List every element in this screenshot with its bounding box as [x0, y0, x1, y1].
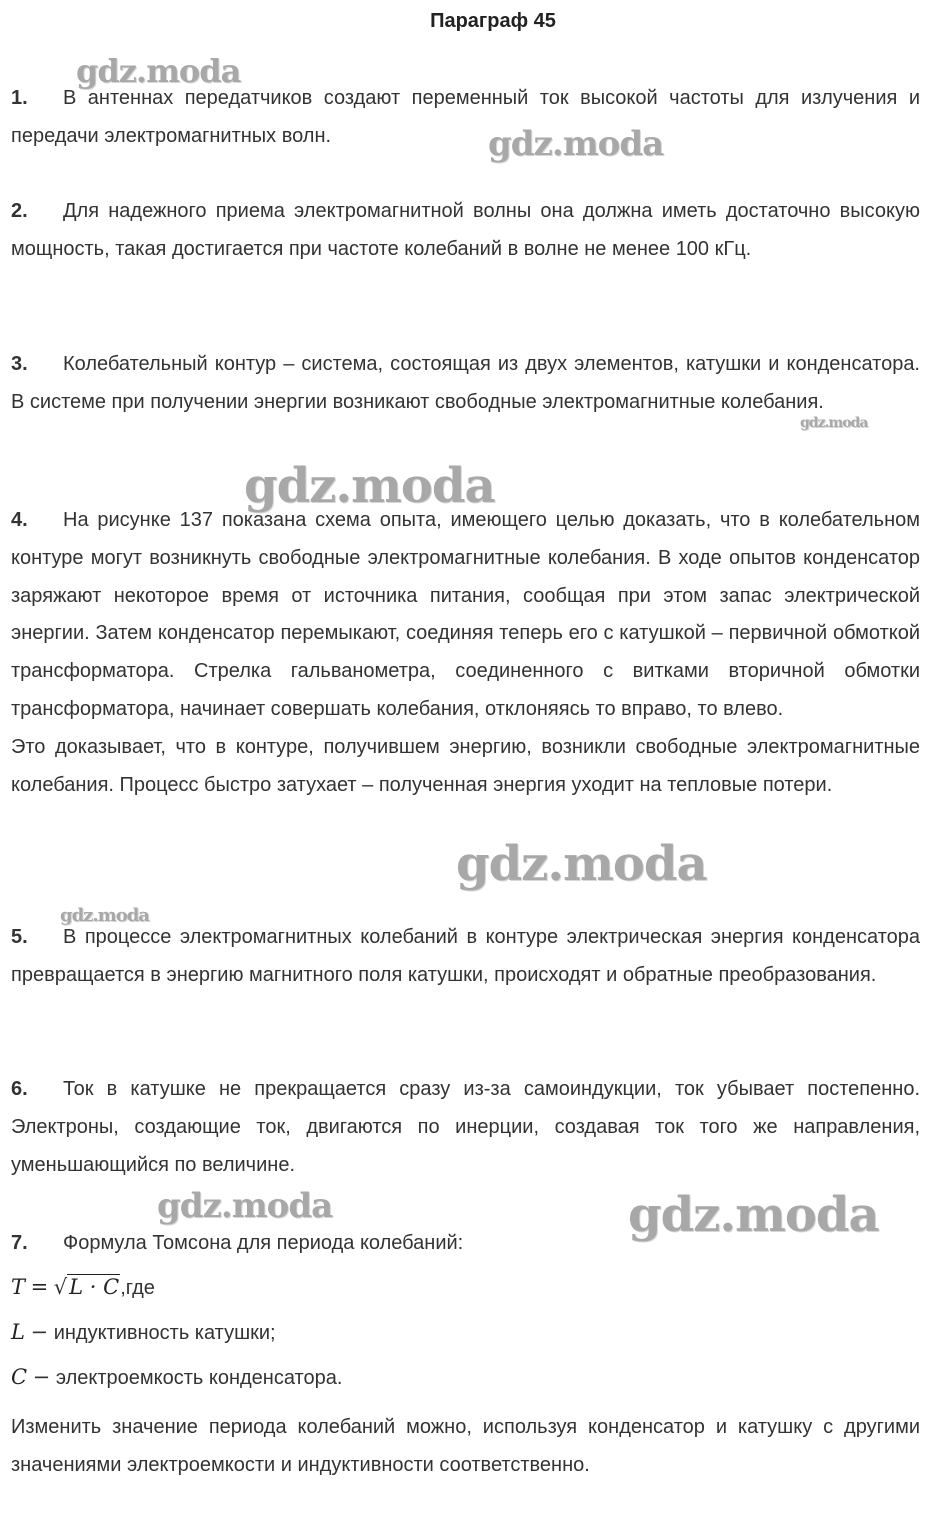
- formula-equals: =: [30, 1275, 49, 1299]
- watermark-logo: gdz.moda: [800, 415, 868, 431]
- answer-number: 5.: [11, 926, 28, 948]
- watermark-logo: gdz.moda: [157, 1186, 333, 1226]
- answer-1: [11, 80, 920, 156]
- radical-sign-icon: √: [53, 1275, 68, 1299]
- answer-number: 6.: [11, 1078, 28, 1100]
- watermark-logo: gdz.moda: [628, 1187, 879, 1243]
- answer-5: [11, 919, 920, 995]
- definition-capacitance: [11, 1362, 342, 1393]
- answer-text: В антеннах передатчиков создают переменный ток высокой частоты для излучения и передачи электромагнитных волн.: [11, 87, 920, 147]
- answer-text: Ток в катушке не прекращается сразу из-за самоиндукции, ток убывает постепенно. Электроны, создающие ток, двигаются по инерции, создавая ток того же направления, уменьшающийся по величине.: [11, 1078, 920, 1176]
- definition-text: электроемкость конденсатора.: [55, 1367, 343, 1389]
- formula-radicand: L · C: [69, 1275, 120, 1299]
- answer-number: 3.: [11, 353, 28, 375]
- watermark-logo: gdz.moda: [488, 124, 664, 164]
- answer-number: 7.: [11, 1232, 28, 1254]
- definition-symbol: C: [11, 1365, 28, 1389]
- definition-symbol: L: [11, 1320, 25, 1344]
- square-root: [54, 1272, 120, 1303]
- answer-4: [11, 502, 920, 804]
- watermark-logo: gdz.moda: [456, 836, 707, 892]
- answer-2: [11, 193, 920, 269]
- thomson-formula: [11, 1272, 155, 1303]
- definition-text: индуктивность катушки;: [53, 1322, 276, 1344]
- answer-7: [11, 1225, 920, 1263]
- watermark-logo: gdz.moda: [76, 52, 241, 90]
- answer-text: В процессе электромагнитных колебаний в контуре электрическая энергия конденсатора превращается в энергию магнитного поля катушки, происходят и обратные преобразования.: [11, 926, 920, 986]
- answer-number: 1.: [11, 87, 28, 109]
- answer-text: Для надежного приема электромагнитной волны она должна иметь достаточно высокую мощность, такая достигается при частоте колебаний в волне не менее 100 кГц.: [11, 200, 920, 260]
- answer-6: [11, 1071, 920, 1184]
- answer-number: 4.: [11, 509, 28, 531]
- watermark-logo: gdz.moda: [244, 458, 495, 514]
- answer-text: Колебательный контур – система, состоящая из двух элементов, катушки и конденсатора. В системе при получении энергии возникают свободные электромагнитные колебания.: [11, 353, 920, 413]
- answer-7-conclusion: Изменить значение периода колебаний можно, используя конденсатор и катушку с другими значениями электроемкости и индуктивности соответственно.: [11, 1416, 920, 1476]
- formula-lhs: T: [11, 1275, 26, 1299]
- page-title: Параграф 45: [430, 10, 556, 32]
- definition-dash: −: [32, 1365, 51, 1389]
- answer-text: На рисунке 137 показана схема опыта, имеющего целью доказать, что в колебательном контуре могут возникнуть свободные электромагнитные колебания. В ходе опытов конденсатор заряжают некоторое время от источника питания, сообщая при этом запас электрической энергии. Затем конденсатор перемыкают, соединяя теперь его с катушкой – первичной обмоткой трансформатора. Стрелка гальванометра, соединенного с витками вторичной обмотки трансформатора, начинает совершать колебания, отклоняясь то вправо, то влево.: [11, 509, 920, 720]
- definition-dash: −: [30, 1320, 49, 1344]
- formula-suffix: ,где: [120, 1277, 155, 1299]
- definition-inductance: [11, 1317, 276, 1348]
- watermark-logo: gdz.moda: [60, 905, 149, 926]
- answer-3: [11, 346, 920, 422]
- answer-text-continued: Это доказывает, что в контуре, получившем энергию, возникли свободные электромагнитные колебания. Процесс быстро затухает – полученная энергия уходит на тепловые потери.: [11, 735, 920, 796]
- answer-number: 2.: [11, 200, 28, 222]
- answer-text: Формула Томсона для периода колебаний:: [63, 1232, 464, 1254]
